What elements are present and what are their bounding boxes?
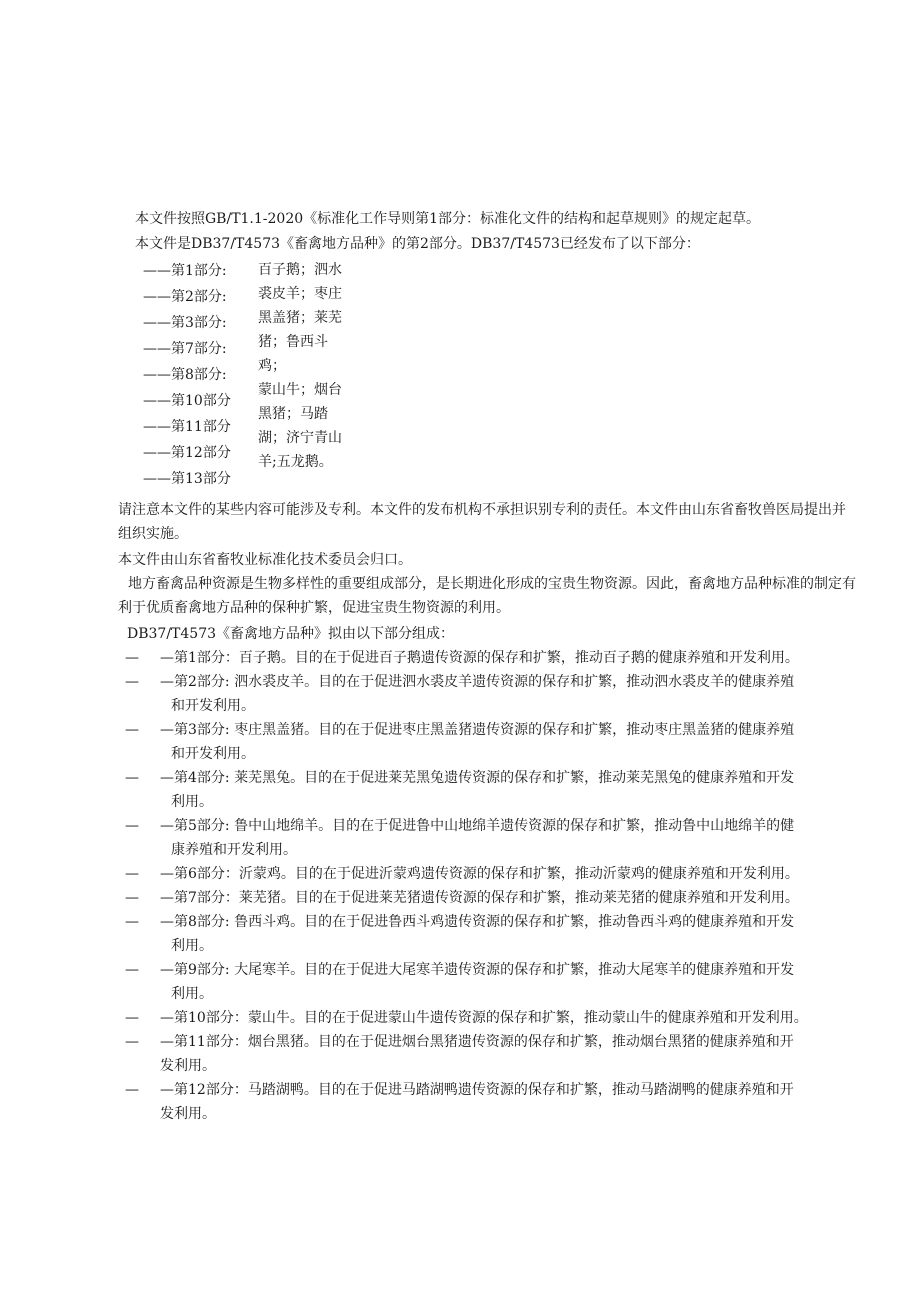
list-item-continuation: 利用。 — [171, 938, 213, 954]
part-name-line: 猪；鲁西斗 — [258, 334, 328, 350]
list-item-continuation: 利用。 — [171, 986, 213, 1002]
list-item-text: —第9部分: 大尾寒羊。目的在于促进大尾寒羊遗传资源的保存和扩繁，推动大尾寒羊的健康养殖和开发 — [160, 962, 795, 978]
list-item-continuation: 康养殖和开发利用。 — [171, 842, 297, 858]
part-name-line: 黑猪；马踏 — [258, 406, 328, 422]
list-dash: — — [125, 1034, 139, 1050]
list-item-continuation: 和开发利用。 — [171, 746, 255, 762]
list-item-text: —第10部分：蒙山牛。目的在于促进蒙山牛遗传资源的保存和扩繁，推动蒙山牛的健康养殖和开发利用。 — [160, 1010, 808, 1026]
committee-statement: 本文件由山东省畜牧业标准化技术委员会归口。 — [118, 552, 412, 568]
part-name-line: 百子鹅；泗水 — [258, 262, 342, 278]
list-item — [125, 766, 870, 814]
list-item-text: —第1部分：百子鹅。目的在于促进百子鹅遗传资源的保存和扩繁，推动百子鹅的健康养殖和开发利用。 — [160, 650, 799, 666]
list-item-text: —第2部分: 泗水裘皮羊。目的在于促进泗水裘皮羊遗传资源的保存和扩繁，推动泗水裘皮羊的健康养殖 — [160, 674, 795, 690]
list-item — [125, 1030, 870, 1078]
list-dash: — — [125, 914, 139, 930]
list-item — [125, 814, 870, 862]
part-name-line: 黑盖猪；莱芜 — [258, 310, 342, 326]
published-parts-labels — [143, 258, 243, 492]
list-dash: — — [125, 962, 139, 978]
part-label: ——第1部分: — [143, 263, 227, 279]
part-name-line: 裘皮羊；枣庄 — [258, 286, 342, 302]
list-item — [125, 1078, 870, 1126]
published-parts-names — [258, 258, 358, 474]
list-item — [125, 910, 870, 958]
list-dash: — — [125, 650, 139, 666]
list-item-continuation: 和开发利用。 — [171, 698, 255, 714]
list-item — [125, 886, 870, 910]
list-item-continuation: 发利用。 — [160, 1058, 216, 1074]
list-item-text: —第8部分: 鲁西斗鸡。目的在于促进鲁西斗鸡遗传资源的保存和扩繁，推动鲁西斗鸡的健康养殖和开发 — [160, 914, 795, 930]
list-item-text: —第11部分：烟台黑猪。目的在于促进烟台黑猪遗传资源的保存和扩繁，推动烟台黑猪的健康养殖和开 — [160, 1034, 794, 1050]
list-item — [125, 958, 870, 1006]
list-dash: — — [125, 818, 139, 834]
list-dash: — — [125, 770, 139, 786]
part-label: ——第12部分 — [143, 445, 231, 461]
list-item-text: —第5部分: 鲁中山地绵羊。目的在于促进鲁中山地绵羊遗传资源的保存和扩繁，推动鲁中山地绵羊的健 — [160, 818, 795, 834]
part-label: ——第3部分: — [143, 315, 227, 331]
list-item — [125, 670, 870, 718]
composition-list — [125, 646, 870, 1126]
list-item-continuation: 发利用。 — [160, 1106, 216, 1122]
intro-line-1: 本文件按照GB/T1.1-2020《标准化工作导则第1部分：标准化文件的结构和起草规则》的规定起草。 — [135, 211, 761, 227]
list-item-continuation: 利用。 — [171, 794, 213, 810]
part-label: ——第7部分: — [143, 341, 227, 357]
part-name-line: 羊;五龙鹅。 — [258, 454, 333, 470]
background-paragraph: 地方畜禽品种资源是生物多样性的重要组成部分，是长期进化形成的宝贵生物资源。因此，畜禽地方品种标准的制定有利于优质畜禽地方品种的保种扩繁，促进宝贵生物资源的利用。 — [118, 576, 856, 616]
list-item — [125, 718, 870, 766]
part-name-line: 蒙山牛；烟台 — [258, 382, 342, 398]
list-dash: — — [125, 890, 139, 906]
part-label: ——第8部分: — [143, 367, 227, 383]
composition-heading: DB37/T4573《畜禽地方品种》拟由以下部分组成： — [127, 626, 455, 642]
patent-notice: 请注意本文件的某些内容可能涉及专利。本文件的发布机构不承担识别专利的责任。本文件由山东省畜牧兽医局提出并组织实施。 — [118, 502, 846, 542]
part-label: ——第11部分 — [143, 419, 231, 435]
list-item-text: —第7部分：莱芜猪。目的在于促进莱芜猪遗传资源的保存和扩繁，推动莱芜猪的健康养殖和开发利用。 — [160, 890, 799, 906]
list-dash: — — [125, 866, 139, 882]
part-name-line: 鸡； — [258, 358, 286, 374]
part-label: ——第2部分: — [143, 289, 227, 305]
part-label: ——第10部分 — [143, 393, 231, 409]
list-dash: — — [125, 722, 139, 738]
list-item-text: —第12部分：马踏湖鸭。目的在于促进马踏湖鸭遗传资源的保存和扩繁，推动马踏湖鸭的健康养殖和开 — [160, 1082, 794, 1098]
list-dash: — — [125, 1082, 139, 1098]
part-name-line: 湖；济宁青山 — [258, 430, 342, 446]
part-label: ——第13部分 — [143, 471, 231, 487]
list-dash: — — [125, 1010, 139, 1026]
list-item-text: —第3部分: 枣庄黑盖猪。目的在于促进枣庄黑盖猪遗传资源的保存和扩繁，推动枣庄黑盖猪的健康养殖 — [160, 722, 795, 738]
list-item — [125, 646, 870, 670]
intro-line-2: 本文件是DB37/T4573《畜禽地方品种》的第2部分。DB37/T4573已经发布了以下部分： — [135, 236, 700, 252]
list-item — [125, 1006, 870, 1030]
list-item-text: —第6部分：沂蒙鸡。目的在于促进沂蒙鸡遗传资源的保存和扩繁，推动沂蒙鸡的健康养殖和开发利用。 — [160, 866, 799, 882]
list-item-text: —第4部分: 莱芜黑兔。目的在于促进莱芜黑兔遗传资源的保存和扩繁，推动莱芜黑兔的健康养殖和开发 — [160, 770, 795, 786]
list-dash: — — [125, 674, 139, 690]
list-item — [125, 862, 870, 886]
